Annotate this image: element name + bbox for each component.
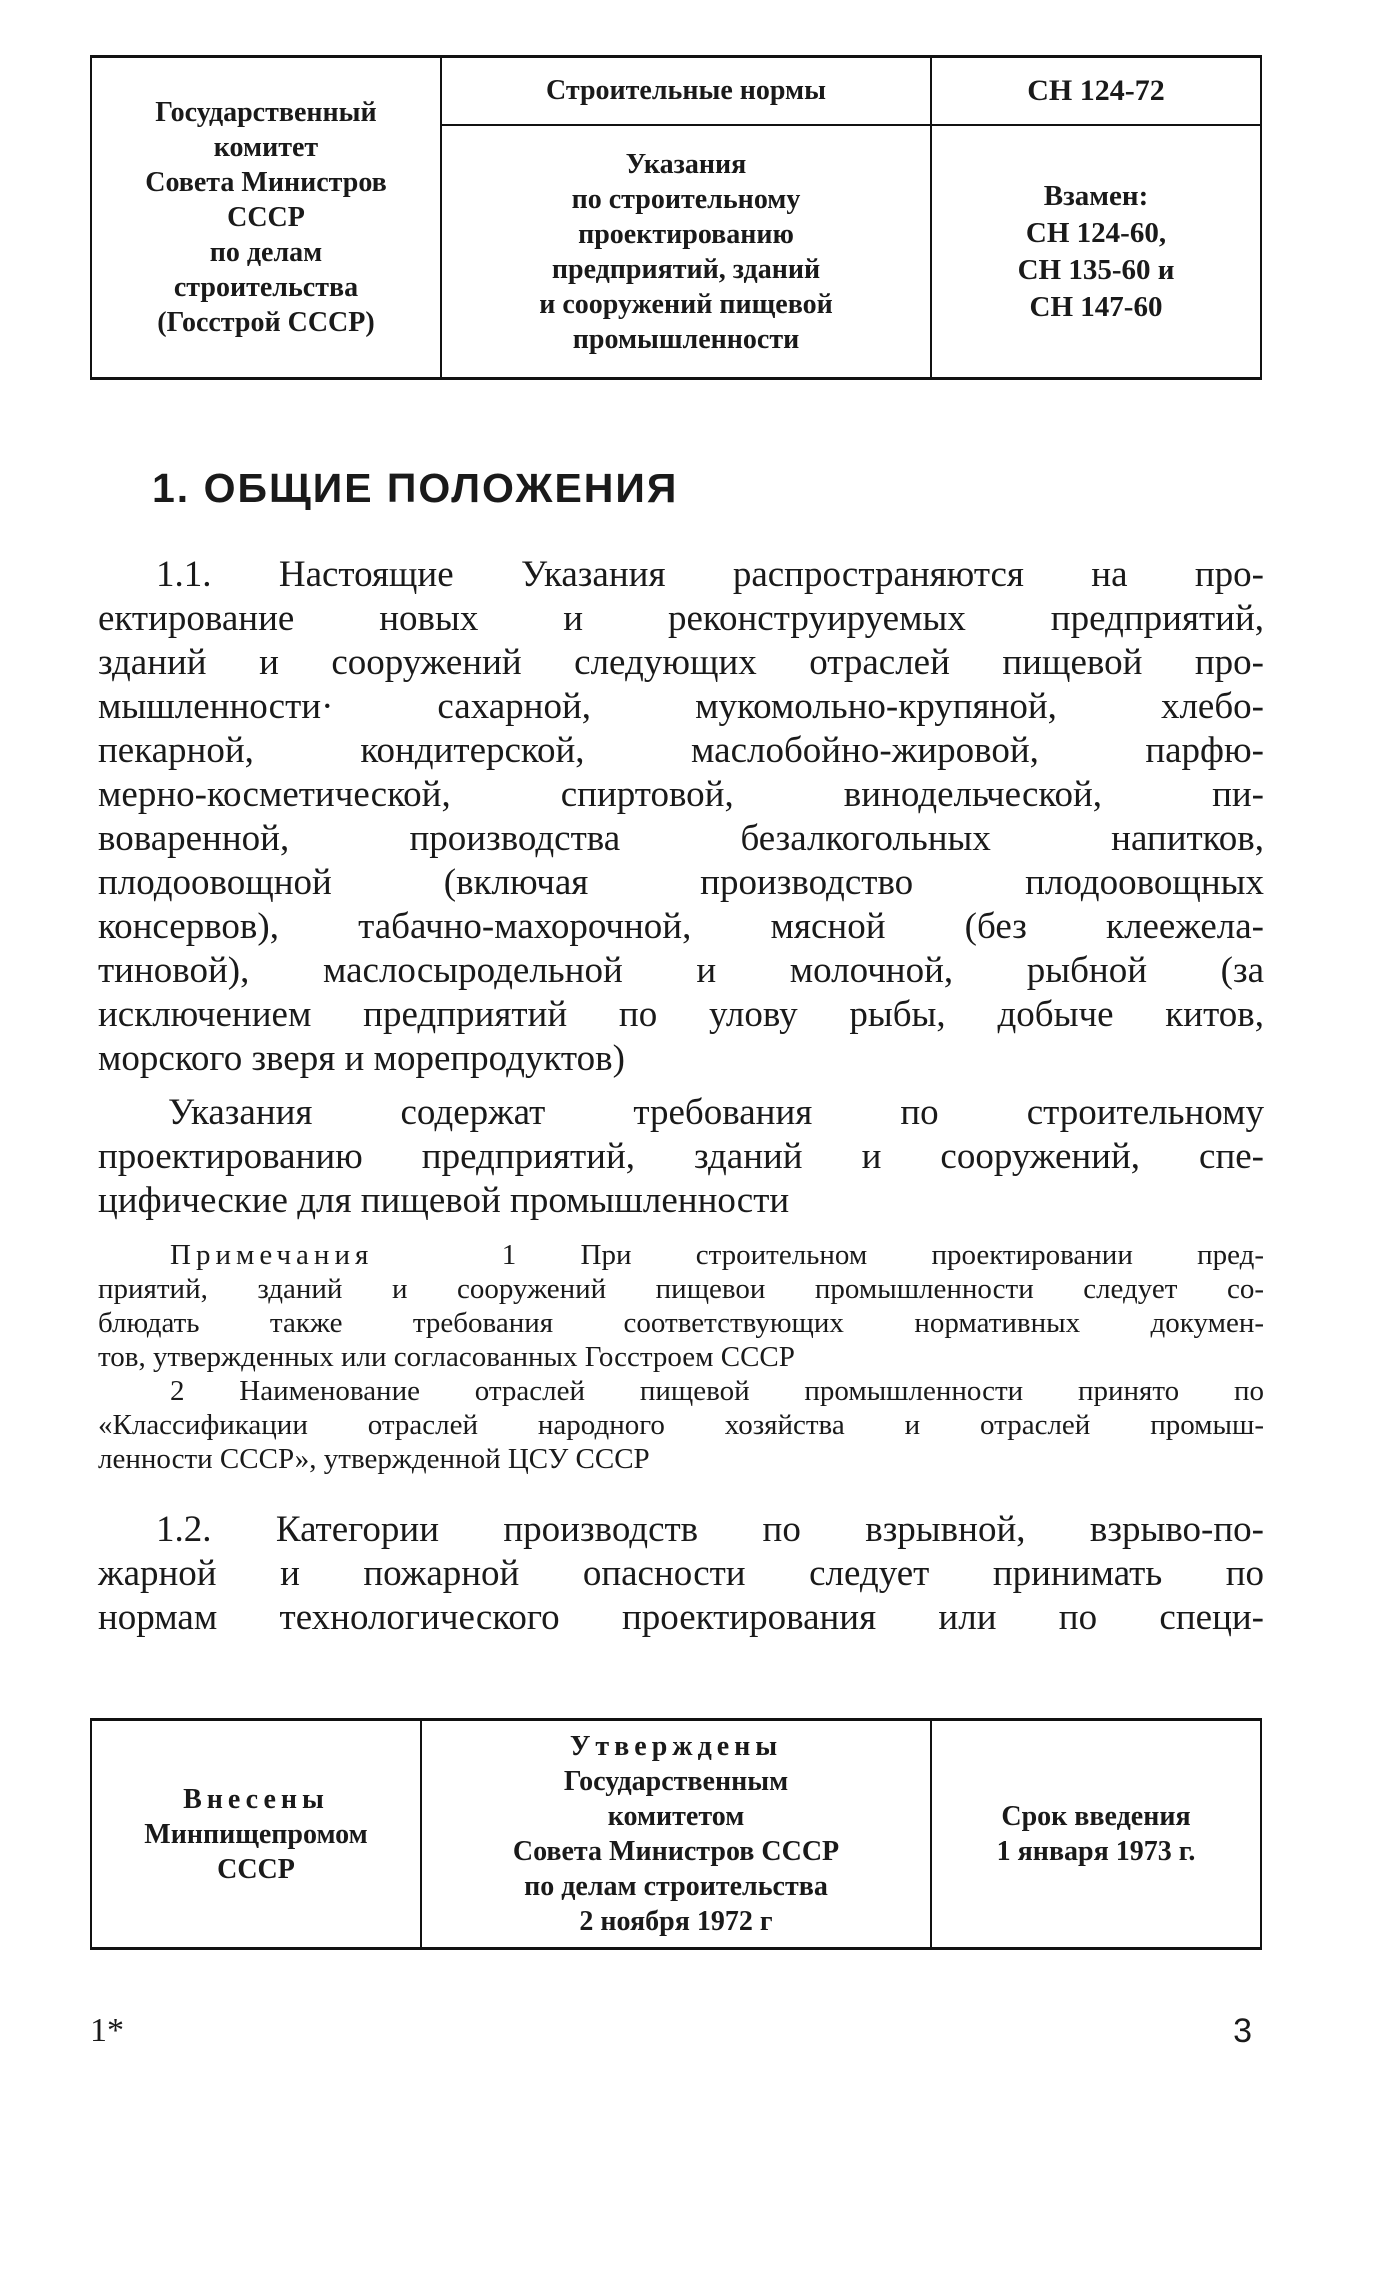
header-title-line: предприятий, зданий	[551, 253, 821, 285]
notes-label: Примечания	[170, 1239, 374, 1271]
header-replaces-line: СН 147-60	[1029, 290, 1163, 323]
note-line: блюдать также требования соответствующих нормативных докумен-	[98, 1307, 1264, 1339]
header-replaces-line: Взамен:	[1043, 179, 1149, 212]
text-line: плодоовощной (включая производство плодоовощных	[98, 862, 1264, 903]
note-line: приятий, зданий и сооружений пищевои промышленности следует со-	[98, 1273, 1264, 1305]
header-org-cell	[92, 58, 442, 377]
header-table	[90, 55, 1262, 380]
page-number: 3	[1233, 2012, 1252, 2050]
note-line: ленности СССР», утвержденной ЦСУ СССР	[98, 1443, 650, 1475]
approved-line: Государственным	[563, 1766, 789, 1797]
header-code-cell	[932, 58, 1260, 377]
header-title	[539, 147, 833, 357]
note-1-start: 1 При строительном проектировании пред-	[501, 1239, 1265, 1271]
header-title-line: Указания	[625, 148, 747, 180]
text-line: цифические для пищевой промышленности	[98, 1180, 790, 1221]
text-line: консервов), табачно-махорочной, мясной (без клеежела-	[98, 906, 1264, 947]
approved-line: Совета Министров СССР	[512, 1836, 840, 1867]
approved-cell	[422, 1721, 932, 1947]
approved-line: Утверждены	[569, 1731, 783, 1762]
note-line: 2 Наименование отраслей пищевой промышленности принято по	[170, 1375, 1264, 1407]
header-replaces-line: СН 135-60 и	[1017, 253, 1175, 286]
text-line: пекарной, кондитерской, маслобойно-жировой, парфю-	[98, 730, 1264, 771]
introduced-by	[144, 1782, 367, 1887]
text-line: морского зверя и морепродуктов)	[98, 1038, 625, 1079]
paragraph-scope	[98, 1091, 1264, 1223]
header-title-line: и сооружений пищевой	[539, 288, 833, 320]
introduced-line: Минпищепромом	[144, 1818, 368, 1850]
header-title-line: промышленности	[572, 323, 800, 355]
header-category: Строительные нормы	[442, 58, 930, 126]
header-org-line: по делам	[209, 237, 323, 268]
approval-table	[90, 1718, 1262, 1950]
note-line: тов, утвержденных или согласованных Госстроем СССР	[98, 1341, 795, 1373]
text-line: мышленности· сахарной, мукомольно-крупяной, хлебо-	[98, 686, 1264, 727]
text-line: ектирование новых и реконструируемых предприятий,	[98, 598, 1264, 639]
text-line: исключением предприятий по улову рыбы, добыче китов,	[98, 994, 1264, 1035]
header-org-line: Государственный	[155, 97, 377, 128]
header-org-line: Совета Министров	[145, 167, 387, 198]
notes-block	[98, 1238, 1264, 1476]
text-line: зданий и сооружений следующих отраслей пищевой про-	[98, 642, 1264, 683]
text-line: нормам технологического проектирования или по специ-	[98, 1597, 1264, 1638]
approved-line: 2 ноября 1972 г	[579, 1906, 773, 1937]
paragraph-1-2	[98, 1508, 1264, 1640]
header-replaces-line: СН 124-60,	[1025, 216, 1167, 249]
text-line: 1.1. Настоящие Указания распространяются на про-	[156, 554, 1264, 595]
header-code: СН 124-72	[932, 58, 1260, 126]
signature-mark: 1*	[90, 2012, 124, 2049]
approved-line: комитетом	[607, 1801, 745, 1832]
text-line: Указания содержат требования по строительному	[168, 1092, 1264, 1133]
header-title-cell	[442, 58, 932, 377]
header-title-line: проектированию	[578, 218, 794, 250]
introduced-line: Внесены	[183, 1783, 329, 1815]
effective-date-cell	[932, 1721, 1260, 1947]
effective-line: Срок введения	[1001, 1801, 1191, 1832]
header-title-line: по строительному	[571, 183, 801, 215]
text-line: воваренной, производства безалкогольных напитков,	[98, 818, 1264, 859]
text-line: проектированию предприятий, зданий и сооружений, спе-	[98, 1136, 1264, 1177]
approved-by	[513, 1729, 839, 1939]
paragraph-1-1	[98, 553, 1264, 1081]
header-org-line: строительства	[173, 272, 359, 303]
text-line: мерно-косметической, спиртовой, винодельческой, пи-	[98, 774, 1264, 815]
section-title: 1. ОБЩИЕ ПОЛОЖЕНИЯ	[152, 465, 679, 511]
text-line: тиновой), маслосыродельной и молочной, рыбной (за	[98, 950, 1264, 991]
header-org-line: СССР	[227, 202, 305, 233]
header-replaces	[1018, 178, 1175, 326]
note-line	[98, 1238, 1264, 1272]
header-org-line: комитет	[213, 132, 319, 163]
header-org	[145, 95, 387, 340]
introduced-cell	[92, 1721, 422, 1947]
introduced-line: СССР	[217, 1853, 295, 1885]
header-org-line: (Госстрой СССР)	[157, 307, 375, 338]
effective-line: 1 января 1973 г.	[996, 1836, 1196, 1867]
text-line: 1.2. Категории производств по взрывной, взрыво-по-	[156, 1509, 1264, 1550]
note-line: «Классификации отраслей народного хозяйства и отраслей промыш-	[98, 1409, 1264, 1441]
effective-date	[997, 1799, 1196, 1869]
approved-line: по делам строительства	[524, 1871, 828, 1902]
text-line: жарной и пожарной опасности следует принимать по	[98, 1553, 1264, 1594]
